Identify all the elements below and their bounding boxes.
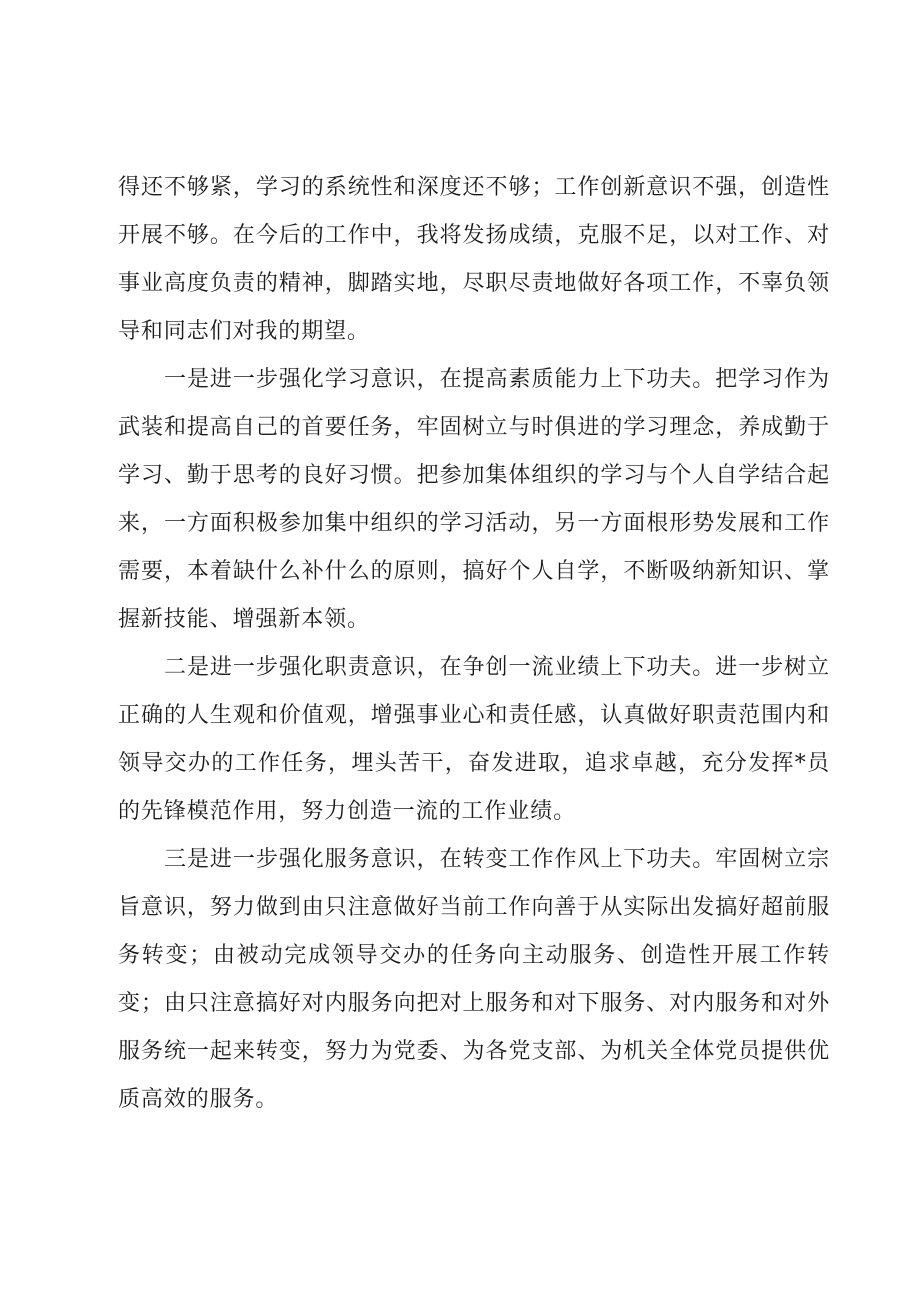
- document-body: [118, 164, 830, 1124]
- paragraph-service-awareness: 三是进一步强化服务意识，在转变工作作风上下功夫。牢固树立宗旨意识，努力做到由只注意做好当前工作向善于从实际出发搞好超前服务转变；由被动完成领导交办的任务向主动服务、创造性开展工作转变；由只注意搞好对内服务向把对上服务和对下服务、对内服务和对外服务统一起来转变，努力为党委、为各党支部、为机关全体党员提供优质高效的服务。: [118, 847, 830, 1112]
- paragraph-continuation: 得还不够紧，学习的系统性和深度还不够；工作创新意识不强，创造性开展不够。在今后的工作中，我将发扬成绩，克服不足，以对工作、对事业高度负责的精神，脚踏实地，尽职尽责地做好各项工作，不辜负领导和同志们对我的期望。: [118, 175, 830, 344]
- paragraph-duty-awareness: 二是进一步强化职责意识，在争创一流业绩上下功夫。进一步树立正确的人生观和价值观，增强事业心和责任感，认真做好职责范围内和领导交办的工作任务，埋头苦干，奋发进取，追求卓越，充分发挥*员的先锋模范作用，努力创造一流的工作业绩。: [118, 655, 830, 824]
- paragraph-study-awareness: 一是进一步强化学习意识，在提高素质能力上下功夫。把学习作为武装和提高自己的首要任务，牢固树立与时俱进的学习理念，养成勤于学习、勤于思考的良好习惯。把参加集体组织的学习与个人自学结合起来，一方面积极参加集中组织的学习活动，另一方面根形势发展和工作需要，本着缺什么补什么的原则，搞好个人自学，不断吸纳新知识、掌握新技能、增强新本领。: [118, 367, 830, 632]
